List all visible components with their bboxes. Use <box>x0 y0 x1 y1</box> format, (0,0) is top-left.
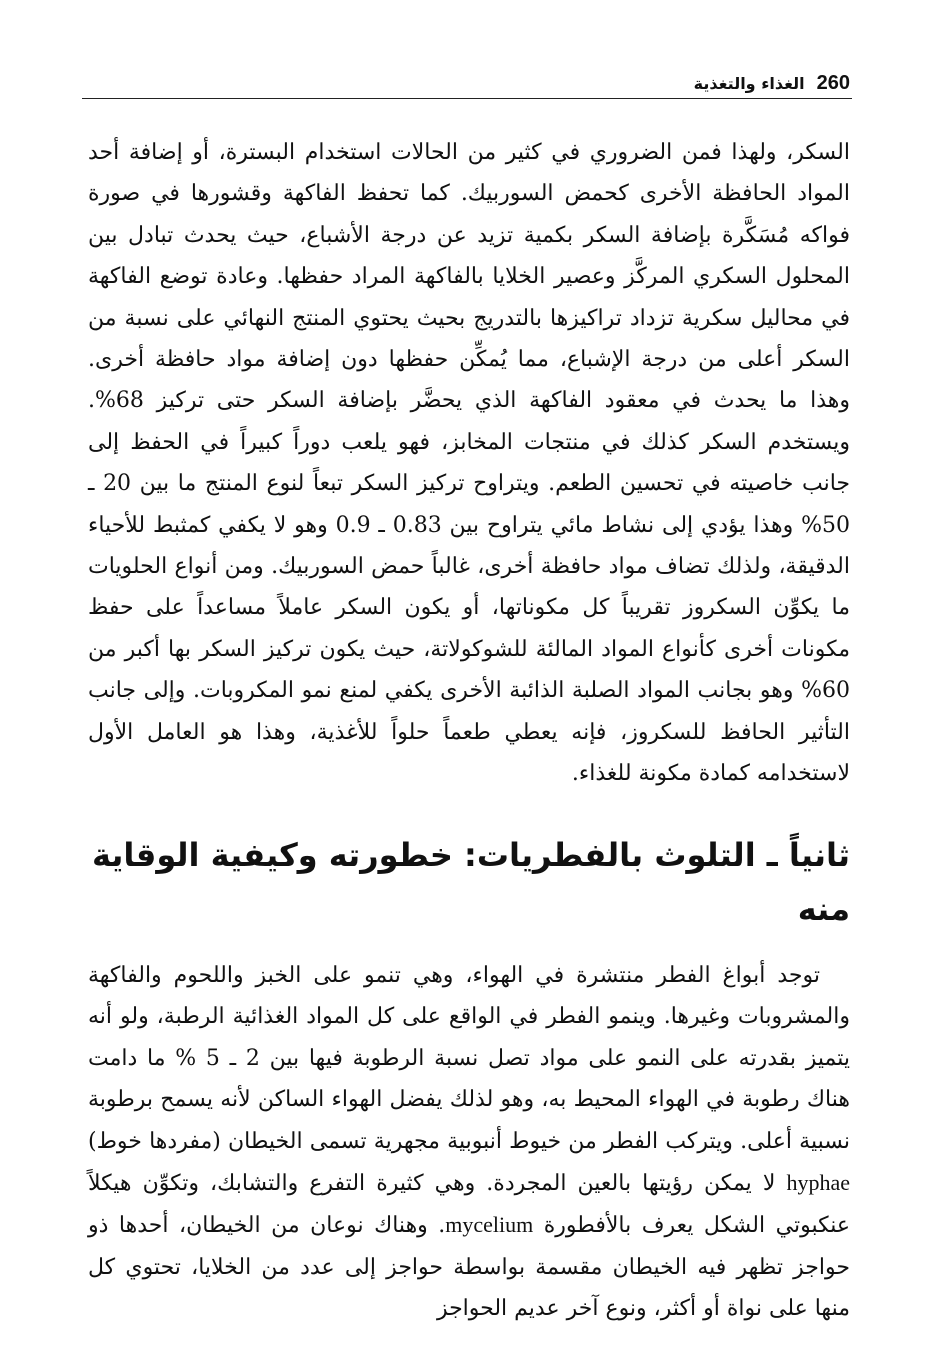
paragraph-text: توجد أبواغ الفطر منتشرة في الهواء، وهي تنمو على الخبز واللحوم والفاكهة والمشروبات وغيرها. وينمو الفطر في الواقع على كل المواد الغذائية الرطبة، ولو أنه يتميز بقدرته على النمو على مواد تصل نسبة الرطوبة فيها بين 2 ـ 5 % ما دامت هناك رطوبة في الهواء المحيط به، وهو لذلك يفضل الهواء الساكن لأنه يسمح برطوبة نسبية أعلى. ويتركب الفطر من خيوط أنبوبية مجهرية تسمى الخيطان (مفردها خوط) <box>88 963 851 1154</box>
header-rule <box>82 98 852 99</box>
running-header <box>90 66 850 100</box>
body-paragraph-fungi <box>88 955 850 1330</box>
latin-term-mycelium: mycelium <box>445 1212 534 1238</box>
page-number: 260 <box>816 71 850 94</box>
running-title: الغذاء والتغذية <box>693 73 805 93</box>
section-heading: ثانياً ـ التلوث بالفطريات: خطورته وكيفية الوقاية منه <box>91 836 850 928</box>
latin-term-hyphae: hyphae <box>786 1170 850 1196</box>
paragraph-text: . وهناك نوعان من الخيطان، أحدها ذو حواجز تظهر فيه الخيطان مقسمة بواسطة حواجز إلى عدد من الخلايا، تحتوي كل منها على نواة أو أكثر، ونوع آخر عديم الحواجز <box>88 1213 850 1322</box>
paragraph-text: لا يمكن رؤيتها بالعين المجردة. وهي كثيرة التفرع والتشابك، وتكوِّن هيكلاً عنكبوتي الشكل يعرف بالأفطورة <box>88 1171 850 1239</box>
body-paragraph: السكر، ولهذا فمن الضروري في كثير من الحالات استخدام البسترة، أو إضافة أحد المواد الحافظة الأخرى كحمض السوربيك. كما تحفظ الفاكهة وقشورها في صورة فواكه مُسَكَّرة بإضافة السكر بكمية تزيد عن درجة الأشباع، حيث يحدث تبادل بين المحلول السكري المركَّز وعصير الخلايا بالفاكهة المراد حفظها. وعادة توضع الفاكهة في محاليل سكرية تزداد تراكيزها بالتدريج بحيث يحتوي المنتج النهائي على نسبة من السكر أعلى من درجة الإشباع، مما يُمكِّن حفظها دون إضافة مواد حافظة أخرى. وهذا ما يحدث في معقود الفاكهة الذي يحضَّر بإضافة السكر حتى تركيز 68%. ويستخدم السكر كذلك في منتجات المخابز، فهو يلعب دوراً كبيراً في الحفظ إلى جانب خاصيته في تحسين الطعم. ويتراوح تركيز السكر تبعاً لنوع المنتج ما بين 20 ـ 50% وهذا يؤدي إلى نشاط مائي يتراوح بين 0.83 ـ 0.9 وهو لا يكفي كمثبط للأحياء الدقيقة، ولذلك تضاف مواد حافظة أخرى، غالباً حمض السوربيك. ومن أنواع الحلويات ما يكوِّن السكروز تقريباً كل مكوناتها، أو يكون السكر عاملاً مساعداً على حفظ مكونات أخرى كأنواع المواد المالئة للشوكولاتة، حيث يكون تركيز السكر بها أكبر من 60% وهو بجانب المواد الصلبة الذائبة الأخرى يكفي لمنع نمو المكروبات. وإلى جانب التأثير الحافظ للسكروز، فإنه يعطي طعماً حلواً للأغذية، وهذا هو العامل الأول لاستخدامه كمادة مكونة للغذاء. <box>88 140 851 787</box>
